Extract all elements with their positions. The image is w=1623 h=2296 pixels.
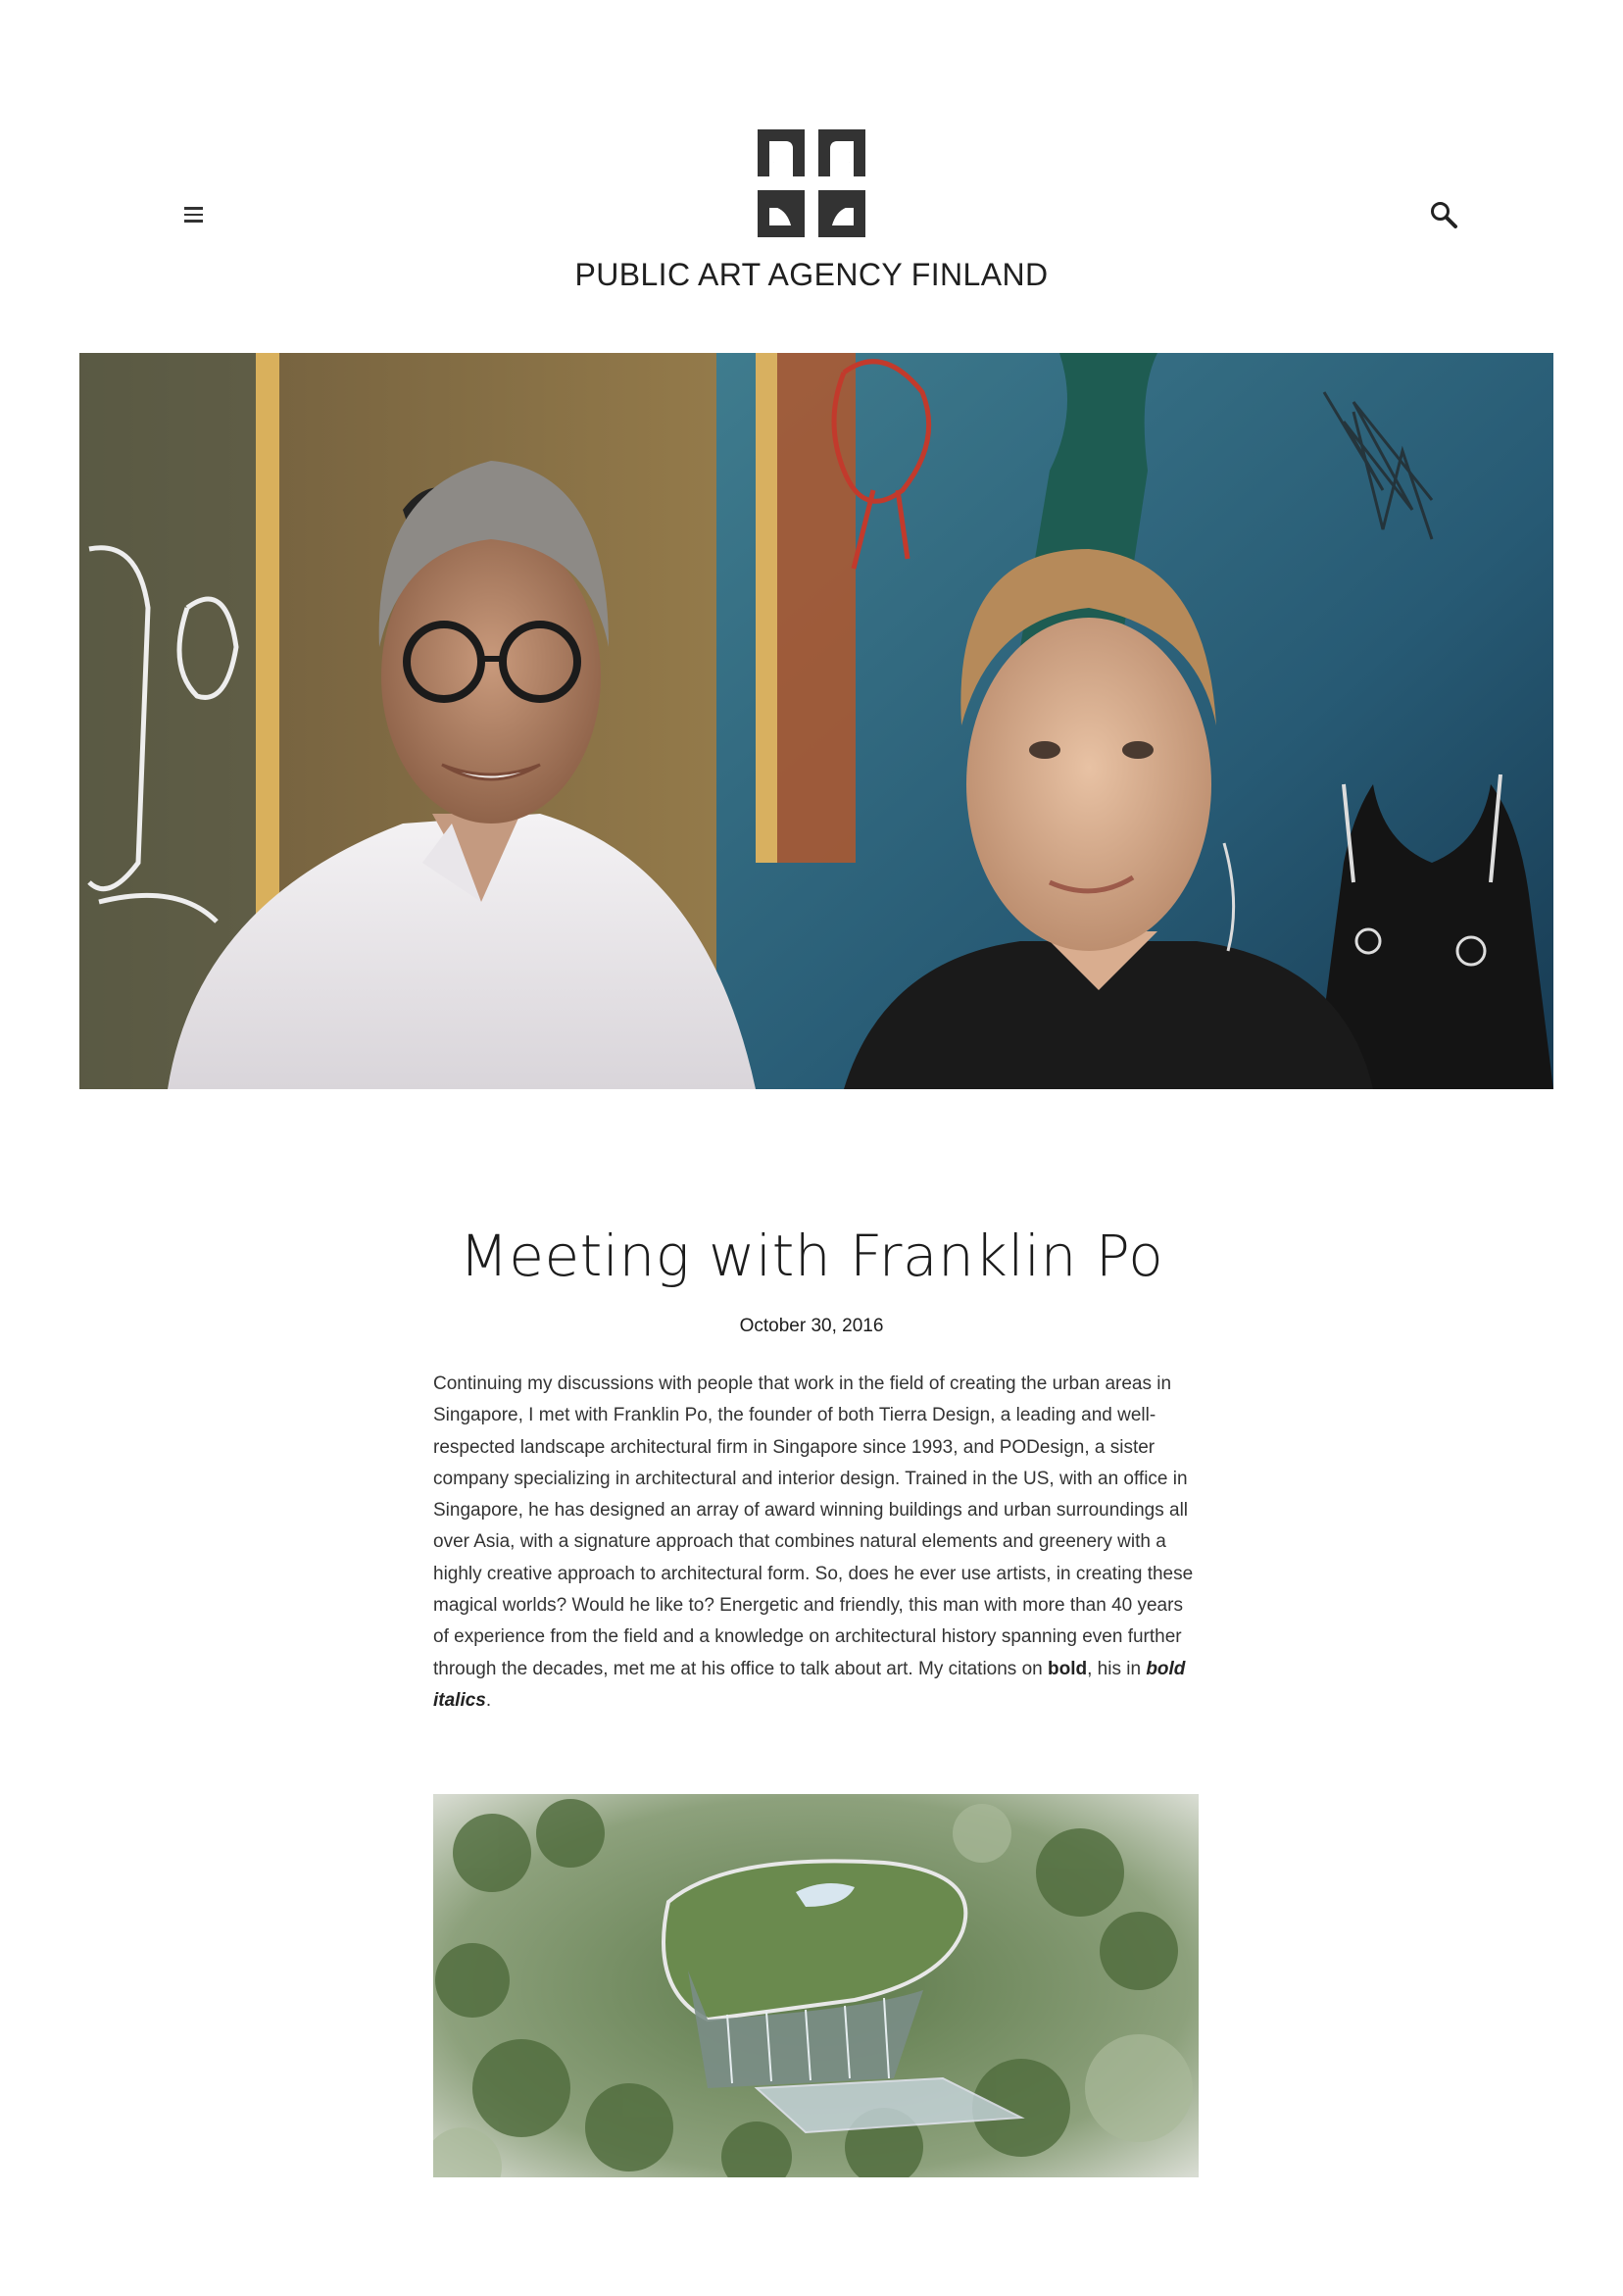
body-between: , his in: [1087, 1658, 1147, 1679]
site-header: [0, 0, 1623, 333]
search-icon[interactable]: [1429, 200, 1458, 229]
site-title[interactable]: PUBLIC ART AGENCY FINLAND: [574, 257, 1049, 292]
paaf-logo-icon[interactable]: [758, 129, 865, 237]
post-body: [433, 1369, 1202, 1717]
post-image: [433, 1794, 1199, 2177]
post-date: October 30, 2016: [739, 1316, 884, 1336]
hamburger-menu-icon[interactable]: [182, 204, 206, 225]
body-end: .: [485, 1689, 492, 1711]
bold-example: bold: [1048, 1658, 1088, 1679]
hero-image: [79, 353, 1553, 1089]
body-text: Continuing my discussions with people that work in the field of creating the urban areas in Singapore, I met with Franklin Po, the founder of both Tierra Design, a leading and well-respected landscape architectural firm in Singapore since 1993, and PODesign, a sister company specializing in architectural and interior design. Trained in the US, with an office in Singapore, he has designed an array of award winning buildings and urban surroundings all over Asia, with a signature approach that combines natural elements and greenery with a highly creative approach to architectural form. So, does he ever use artists, in creating these magical worlds? Would he like to? Energetic and friendly, this man with more than 40 years of experience from the field and a knowledge on architectural history spanning even further through the decades, met me at his office to talk about art. My citations on: [433, 1373, 1194, 1679]
bold-italic-example: bold italics: [433, 1658, 1186, 1711]
post-title: Meeting with Franklin Po: [459, 1222, 1164, 1289]
